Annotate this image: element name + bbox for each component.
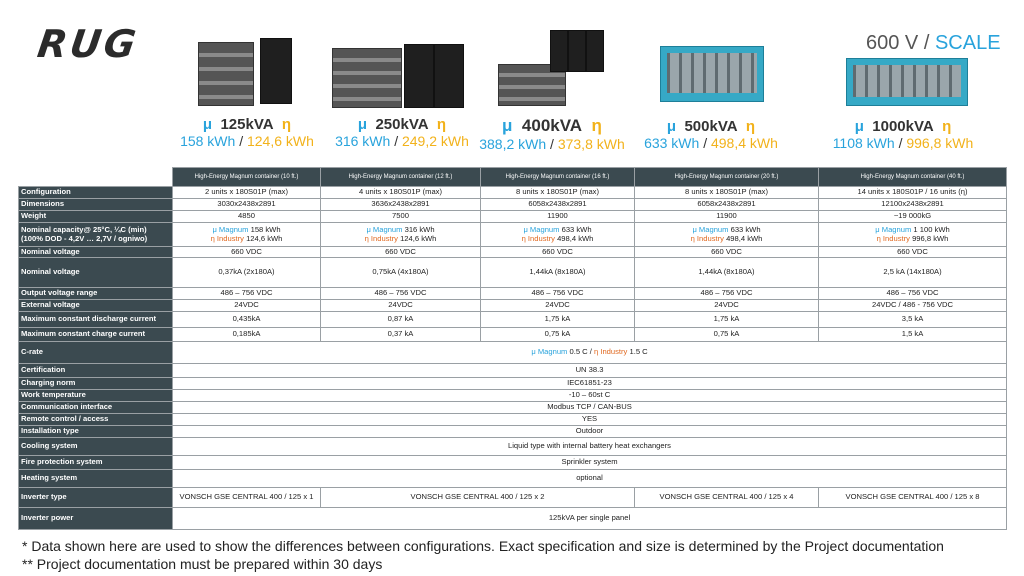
row-label: Certification: [19, 364, 173, 378]
model-kva: 250kVA: [375, 116, 429, 133]
table-cell: Sprinkler system: [173, 456, 1007, 470]
mu-symbol: μ: [502, 116, 513, 135]
header-12ft: High-Energy Magnum container (12 ft.): [321, 168, 481, 187]
table-cell: 486 – 756 VDC: [819, 288, 1007, 300]
kwh-magnum: 316 kWh: [335, 133, 391, 149]
table-row: [19, 342, 1007, 364]
row-label: Work temperature: [19, 390, 173, 402]
table-row: [19, 508, 1007, 530]
footnote-2: ** Project documentation must be prepared within 30 days: [22, 556, 383, 572]
table-cell: 125kVA per single panel: [173, 508, 1007, 530]
row-label: Cooling system: [19, 438, 173, 456]
table-cell: VONSCH GSE CENTRAL 400 / 125 x 8: [819, 488, 1007, 508]
header-16ft: High-Energy Magnum container (16 ft.): [481, 168, 635, 187]
table-cell: 8 units x 180S01P (max): [635, 187, 819, 199]
table-cell: 660 VDC: [819, 247, 1007, 258]
eta-symbol: η: [942, 118, 952, 135]
row-label: C-rate: [19, 342, 173, 364]
table-row: [19, 378, 1007, 390]
product-image-125kva: [196, 34, 296, 106]
table-cell: 3636x2438x2891: [321, 199, 481, 211]
table-cell: 486 – 756 VDC: [481, 288, 635, 300]
table-row: [19, 402, 1007, 414]
table-cell: 486 – 756 VDC: [173, 288, 321, 300]
row-label: External voltage: [19, 300, 173, 312]
table-cell: [819, 223, 1007, 247]
table-row: [19, 364, 1007, 378]
scale-label: [866, 32, 1001, 55]
model-kva: 400kVA: [521, 116, 583, 135]
row-label: Fire protection system: [19, 456, 173, 470]
mu-symbol: μ: [357, 116, 368, 133]
table-cell: Modbus TCP / CAN-BUS: [173, 402, 1007, 414]
table-cell: 0,87 kA: [321, 312, 481, 328]
row-label: Installation type: [19, 426, 173, 438]
table-row: [19, 187, 1007, 199]
table-cell: VONSCH GSE CENTRAL 400 / 125 x 1: [173, 488, 321, 508]
model-kva: 1000kVA: [872, 118, 934, 135]
row-label: Inverter type: [19, 488, 173, 508]
row-label: Charging norm: [19, 378, 173, 390]
table-cell: optional: [173, 470, 1007, 488]
table-cell: 4850: [173, 211, 321, 223]
eta-word: η Industry: [210, 233, 244, 243]
row-label: Remote control / access: [19, 414, 173, 426]
table-row: [19, 223, 1007, 247]
table-cell: 0,185kA: [173, 328, 321, 342]
kwh-industry: 498,4 kWh: [710, 135, 778, 151]
capacity-label-line2: (100% DOD - 4,2V … 2,7V / ogniwo): [21, 233, 148, 243]
kwh-magnum: 633 kWh: [644, 135, 700, 151]
table-cell: 0,37 kA: [321, 328, 481, 342]
footnote-1: * Data shown here are used to show the differences between configurations. Exact specification and size is determined by the Project documentation: [22, 538, 944, 554]
header-40ft: High-Energy Magnum container (40 ft.): [819, 168, 1007, 187]
table-cell: 486 – 756 VDC: [321, 288, 481, 300]
mu-value: 1 100 kWh: [913, 225, 950, 234]
row-label: Communication interface: [19, 402, 173, 414]
table-header-row: [19, 168, 1007, 187]
table-cell: 24VDC: [481, 300, 635, 312]
row-label: Configuration: [19, 187, 173, 199]
table-cell: 0,37kA (2x180A): [173, 258, 321, 288]
table-row: [19, 288, 1007, 300]
table-cell: [173, 342, 1007, 364]
brand-logo: RUG: [34, 22, 142, 66]
mu-symbol: μ: [666, 118, 677, 135]
row-label: Maximum constant discharge current: [19, 312, 173, 328]
model-500kva: μ 500kVA η 633 kWh / 498,4 kWh: [644, 118, 778, 151]
kwh-industry: 249,2 kWh: [401, 133, 469, 149]
table-cell: VONSCH GSE CENTRAL 400 / 125 x 4: [635, 488, 819, 508]
table-cell: [321, 223, 481, 247]
row-label: Dimensions: [19, 199, 173, 211]
table-cell: 4 units x 180S01P (max): [321, 187, 481, 199]
eta-word: η Industry: [521, 233, 555, 243]
table-cell: Outdoor: [173, 426, 1007, 438]
kwh-magnum: 388,2 kWh: [479, 136, 547, 152]
table-row: [19, 414, 1007, 426]
table-cell: 12100x2438x2891: [819, 199, 1007, 211]
table-cell: 24VDC: [635, 300, 819, 312]
row-label: Inverter power: [19, 508, 173, 530]
table-cell: 486 – 756 VDC: [635, 288, 819, 300]
table-cell: VONSCH GSE CENTRAL 400 / 125 x 2: [321, 488, 635, 508]
table-row: [19, 390, 1007, 402]
table-row: [19, 328, 1007, 342]
table-cell: 2 units x 180S01P (max): [173, 187, 321, 199]
kwh-magnum: 1108 kWh: [832, 135, 895, 151]
capacity-label-line1: Nominal capacity@ 25°C, ¼C (min): [21, 225, 147, 234]
table-row: [19, 247, 1007, 258]
table-cell: 3,5 kA: [819, 312, 1007, 328]
table-cell: 0,435kA: [173, 312, 321, 328]
eta-symbol: η: [436, 116, 447, 133]
table-cell: ~19 000kG: [819, 211, 1007, 223]
table-row: [19, 211, 1007, 223]
table-cell: 14 units x 180S01P / 16 units (η): [819, 187, 1007, 199]
mu-value: 633 kWh: [561, 225, 592, 234]
mu-symbol: μ: [202, 116, 213, 133]
table-cell: 3030x2438x2891: [173, 199, 321, 211]
table-row: [19, 456, 1007, 470]
table-cell: 24VDC / 486 - 756 VDC: [819, 300, 1007, 312]
row-label: Weight: [19, 211, 173, 223]
mu-word: μ Magnum: [875, 225, 912, 234]
table-cell: [173, 223, 321, 247]
eta-word: η Industry: [876, 233, 910, 243]
table-cell: Liquid type with internal battery heat exchangers: [173, 438, 1007, 456]
kwh-magnum: 158 kWh: [180, 133, 236, 149]
table-cell: 1,44kA (8x180A): [481, 258, 635, 288]
header-10ft: High-Energy Magnum container (10 ft.): [173, 168, 321, 187]
row-label: Output voltage range: [19, 288, 173, 300]
eta-symbol: η: [281, 116, 292, 133]
model-1000kva: μ 1000kVA η 1108 kWh / 996,8 kWh: [832, 118, 974, 151]
table-cell: [481, 223, 635, 247]
table-cell: [635, 223, 819, 247]
table-cell: -10 – 60st C: [173, 390, 1007, 402]
row-label: Maximum constant charge current: [19, 328, 173, 342]
table-cell: 1,75 kA: [635, 312, 819, 328]
table-cell: 6058x2438x2891: [635, 199, 819, 211]
mu-word: μ Magnum: [366, 225, 403, 234]
kwh-industry: 996,8 kWh: [906, 135, 974, 151]
table-cell: 24VDC: [173, 300, 321, 312]
table-cell: 660 VDC: [481, 247, 635, 258]
table-cell: 8 units x 180S01P (max): [481, 187, 635, 199]
table-row: [19, 199, 1007, 211]
table-cell: 11900: [635, 211, 819, 223]
table-row: [19, 488, 1007, 508]
table-cell: 24VDC: [321, 300, 481, 312]
eta-symbol: η: [745, 118, 756, 135]
kwh-industry: 373,8 kWh: [557, 136, 625, 152]
table-cell: 7500: [321, 211, 481, 223]
table-cell: 2,5 kA (14x180A): [819, 258, 1007, 288]
mu-symbol: μ: [854, 118, 864, 135]
spec-table: [18, 167, 1007, 530]
scale-prefix: 600 V /: [866, 32, 930, 54]
table-row: [19, 470, 1007, 488]
eta-value: 1.5 C: [629, 347, 648, 357]
product-image-1000kva: [846, 58, 968, 110]
model-250kva: μ 250kVA η 316 kWh / 249,2 kWh: [335, 116, 469, 149]
eta-symbol: η: [591, 116, 602, 135]
eta-value: 124,6 kWh: [400, 233, 437, 243]
table-cell: 0,75 kA: [481, 328, 635, 342]
mu-value: 633 kWh: [730, 225, 761, 234]
eta-value: 124,6 kWh: [246, 233, 283, 243]
header-blank: [19, 168, 173, 187]
table-cell: UN 38.3: [173, 364, 1007, 378]
header-20ft: High-Energy Magnum container (20 ft.): [635, 168, 819, 187]
product-image-250kva: [332, 40, 464, 110]
mu-word: μ Magnum: [692, 225, 729, 234]
table-cell: 0,75 kA: [635, 328, 819, 342]
kwh-industry: 124,6 kWh: [246, 133, 314, 149]
table-cell: 1,44kA (8x180A): [635, 258, 819, 288]
eta-word: η Industry: [690, 233, 724, 243]
table-cell: 0,75kA (4x180A): [321, 258, 481, 288]
eta-value: 996,8 kWh: [912, 233, 949, 243]
model-kva: 125kVA: [220, 116, 274, 133]
model-400kva: μ 400kVA η 388,2 kWh / 373,8 kWh: [479, 116, 625, 152]
mu-word: μ Magnum: [523, 225, 560, 234]
table-row: [19, 300, 1007, 312]
table-cell: 660 VDC: [635, 247, 819, 258]
table-cell: 11900: [481, 211, 635, 223]
mu-value: 158 kWh: [250, 225, 281, 234]
table-cell: 6058x2438x2891: [481, 199, 635, 211]
model-125kva: μ 125kVA η 158 kWh / 124,6 kWh: [180, 116, 314, 149]
table-row: [19, 426, 1007, 438]
row-label: Nominal voltage: [19, 247, 173, 258]
row-label: Nominal voltage: [19, 258, 173, 288]
table-cell: 660 VDC: [321, 247, 481, 258]
table-cell: 660 VDC: [173, 247, 321, 258]
eta-value: 498,4 kWh: [557, 233, 594, 243]
scale-word: SCALE: [934, 32, 1001, 54]
table-row: [19, 312, 1007, 328]
mu-value: 316 kWh: [404, 225, 435, 234]
product-image-500kva: [660, 46, 764, 108]
model-kva: 500kVA: [684, 118, 738, 135]
eta-word: η Industry: [594, 347, 628, 357]
eta-word: η Industry: [364, 233, 398, 243]
table-cell: YES: [173, 414, 1007, 426]
product-image-400kva: [498, 28, 608, 108]
mu-value: 0.5 C /: [569, 347, 592, 357]
row-label: Heating system: [19, 470, 173, 488]
table-row: [19, 438, 1007, 456]
table-cell: 1,5 kA: [819, 328, 1007, 342]
table-cell: IEC61851-23: [173, 378, 1007, 390]
table-row: [19, 258, 1007, 288]
eta-value: 498,4 kWh: [726, 233, 763, 243]
mu-word: μ Magnum: [531, 347, 568, 357]
table-cell: 1,75 kA: [481, 312, 635, 328]
row-label: [19, 223, 173, 247]
mu-word: μ Magnum: [212, 225, 249, 234]
